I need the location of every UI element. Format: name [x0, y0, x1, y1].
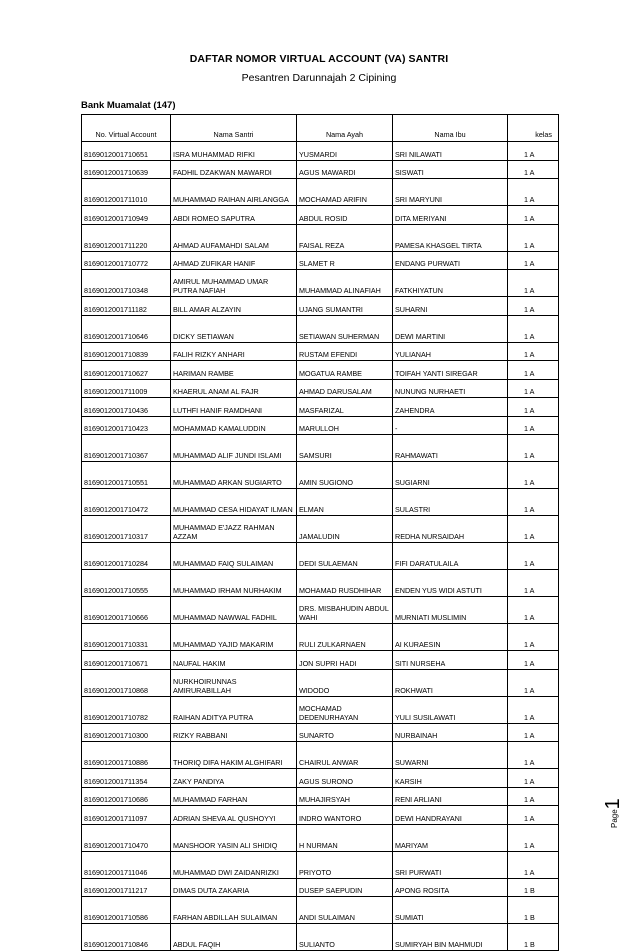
- cell-nama-ayah: SULIANTO: [297, 924, 393, 951]
- cell-va: 8169012001710284: [82, 543, 171, 570]
- cell-nama-santri: AMIRUL MUHAMMAD UMAR PUTRA NAFIAH: [171, 270, 297, 297]
- cell-nama-ibu: SISWATI: [393, 160, 508, 179]
- cell-nama-ibu: SUMIRYAH BIN MAHMUDI: [393, 924, 508, 951]
- header-kelas: kelas: [508, 115, 559, 142]
- cell-kelas: 1 A: [508, 624, 559, 651]
- header-nama-santri: Nama Santri: [171, 115, 297, 142]
- table-row: [82, 878, 559, 897]
- cell-nama-ayah: ANDI SULAIMAN: [297, 897, 393, 924]
- table-row: [82, 516, 559, 543]
- cell-kelas: 1 A: [508, 769, 559, 788]
- cell-nama-ayah: ELMAN: [297, 489, 393, 516]
- cell-nama-ibu: TOIFAH YANTI SIREGAR: [393, 361, 508, 380]
- page-number: 1: [602, 798, 624, 810]
- table-row: [82, 723, 559, 742]
- header-nama-ayah: Nama Ayah: [297, 115, 393, 142]
- cell-nama-ayah: MUHAJIRSYAH: [297, 787, 393, 806]
- cell-nama-ibu: SUHARNI: [393, 297, 508, 316]
- cell-nama-ayah: UJANG SUMANTRI: [297, 297, 393, 316]
- cell-nama-ibu: SRI MARYUNI: [393, 179, 508, 206]
- cell-va: 8169012001711217: [82, 878, 171, 897]
- table-body: [82, 142, 559, 951]
- cell-nama-ibu: -: [393, 416, 508, 435]
- cell-kelas: 1 A: [508, 361, 559, 380]
- table-row: [82, 342, 559, 361]
- cell-kelas: 1 A: [508, 516, 559, 543]
- cell-nama-ibu: SUMIATI: [393, 897, 508, 924]
- cell-nama-ayah: AGUS SURONO: [297, 769, 393, 788]
- table-row: [82, 851, 559, 878]
- cell-kelas: 1 A: [508, 315, 559, 342]
- table-row: [82, 297, 559, 316]
- cell-kelas: 1 A: [508, 851, 559, 878]
- cell-nama-santri: RAIHAN ADITYA PUTRA: [171, 696, 297, 723]
- cell-nama-ayah: ABDUL ROSID: [297, 206, 393, 225]
- cell-nama-ayah: PRIYOTO: [297, 851, 393, 878]
- cell-nama-ibu: SUWARNI: [393, 742, 508, 769]
- cell-nama-ibu: KARSIH: [393, 769, 508, 788]
- cell-va: 8169012001711046: [82, 851, 171, 878]
- cell-va: 8169012001710317: [82, 516, 171, 543]
- table-row: [82, 742, 559, 769]
- cell-nama-santri: MUHAMMAD ALIF JUNDI ISLAMI: [171, 435, 297, 462]
- table-row: [82, 824, 559, 851]
- cell-va: 8169012001710586: [82, 897, 171, 924]
- cell-kelas: 1 A: [508, 489, 559, 516]
- cell-va: 8169012001711097: [82, 806, 171, 825]
- cell-va: 8169012001710666: [82, 597, 171, 624]
- cell-nama-santri: FADHIL DZAKWAN MAWARDI: [171, 160, 297, 179]
- cell-nama-santri: RIZKY RABBANI: [171, 723, 297, 742]
- cell-va: 8169012001710367: [82, 435, 171, 462]
- cell-va: 8169012001710646: [82, 315, 171, 342]
- cell-kelas: 1 A: [508, 824, 559, 851]
- cell-va: 8169012001710551: [82, 462, 171, 489]
- table-row: [82, 416, 559, 435]
- cell-va: 8169012001710348: [82, 270, 171, 297]
- table-row: [82, 270, 559, 297]
- page-number-label: [602, 788, 622, 828]
- cell-va: 8169012001711182: [82, 297, 171, 316]
- table-row: [82, 224, 559, 251]
- cell-kelas: 1 A: [508, 570, 559, 597]
- bank-heading: Bank Muamalat (147): [81, 100, 176, 111]
- header-nama-ibu: Nama Ibu: [393, 115, 508, 142]
- cell-nama-santri: BILL AMAR ALZAYIN: [171, 297, 297, 316]
- cell-nama-ibu: APONG ROSITA: [393, 878, 508, 897]
- cell-va: 8169012001710331: [82, 624, 171, 651]
- cell-nama-santri: MUHAMMAD YAJID MAKARIM: [171, 624, 297, 651]
- cell-kelas: 1 A: [508, 224, 559, 251]
- cell-kelas: 1 A: [508, 651, 559, 670]
- cell-va: 8169012001710555: [82, 570, 171, 597]
- cell-nama-ayah: INDRO WANTORO: [297, 806, 393, 825]
- table-row: [82, 379, 559, 398]
- cell-va: 8169012001710886: [82, 742, 171, 769]
- cell-va: 8169012001710627: [82, 361, 171, 380]
- cell-nama-ibu: SULASTRI: [393, 489, 508, 516]
- cell-kelas: 1 A: [508, 206, 559, 225]
- cell-kelas: 1 A: [508, 398, 559, 417]
- cell-nama-ibu: MURNIATI MUSLIMIN: [393, 597, 508, 624]
- document-title: DAFTAR NOMOR VIRTUAL ACCOUNT (VA) SANTRI: [189, 53, 449, 65]
- cell-kelas: 1 A: [508, 342, 559, 361]
- table-row: [82, 315, 559, 342]
- table-row: [82, 769, 559, 788]
- cell-nama-ayah: RULI ZULKARNAEN: [297, 624, 393, 651]
- table-row: [82, 924, 559, 951]
- cell-va: 8169012001710436: [82, 398, 171, 417]
- cell-nama-santri: ISRA MUHAMMAD RIFKI: [171, 142, 297, 161]
- cell-nama-ibu: AI KURAESIN: [393, 624, 508, 651]
- table-row: [82, 543, 559, 570]
- cell-kelas: 1 A: [508, 543, 559, 570]
- cell-nama-ayah: MUHAMMAD ALINAFIAH: [297, 270, 393, 297]
- cell-nama-santri: THORIQ DIFA HAKIM ALGHIFARI: [171, 742, 297, 769]
- cell-nama-ayah: MOCHAMAD ARIFIN: [297, 179, 393, 206]
- cell-nama-ayah: WIDODO: [297, 669, 393, 696]
- cell-va: 8169012001710868: [82, 669, 171, 696]
- cell-kelas: 1 A: [508, 669, 559, 696]
- cell-nama-santri: MUHAMMAD NAWWAL FADHIL: [171, 597, 297, 624]
- cell-nama-santri: MUHAMMAD IRHAM NURHAKIM: [171, 570, 297, 597]
- table-row: [82, 489, 559, 516]
- cell-va: 8169012001710470: [82, 824, 171, 851]
- cell-va: 8169012001711354: [82, 769, 171, 788]
- table-row: [82, 787, 559, 806]
- cell-nama-ibu: ENDANG PURWATI: [393, 251, 508, 270]
- cell-nama-santri: FARHAN ABDILLAH SULAIMAN: [171, 897, 297, 924]
- cell-nama-santri: MUHAMMAD FAIQ SULAIMAN: [171, 543, 297, 570]
- va-table: [81, 114, 559, 951]
- cell-nama-santri: ZAKY PANDIYA: [171, 769, 297, 788]
- cell-nama-ibu: ENDEN YUS WIDI ASTUTI: [393, 570, 508, 597]
- cell-nama-santri: ADRIAN SHEVA AL QUSHOYYI: [171, 806, 297, 825]
- cell-va: 8169012001710846: [82, 924, 171, 951]
- cell-nama-ayah: FAISAL REZA: [297, 224, 393, 251]
- cell-va: 8169012001710949: [82, 206, 171, 225]
- cell-nama-santri: MUHAMMAD E'JAZZ RAHMAN AZZAM: [171, 516, 297, 543]
- cell-nama-ayah: AMIN SUGIONO: [297, 462, 393, 489]
- cell-nama-santri: DICKY SETIAWAN: [171, 315, 297, 342]
- cell-va: 8169012001710300: [82, 723, 171, 742]
- cell-nama-ibu: ROKHWATI: [393, 669, 508, 696]
- cell-nama-ibu: REDHA NURSAIDAH: [393, 516, 508, 543]
- table-row: [82, 398, 559, 417]
- table-row: [82, 361, 559, 380]
- cell-nama-ayah: MOCHAMAD DEDENURHAYAN: [297, 696, 393, 723]
- cell-kelas: 1 A: [508, 462, 559, 489]
- table-row: [82, 624, 559, 651]
- cell-nama-ibu: FIFI DARATULAILA: [393, 543, 508, 570]
- cell-nama-santri: NURKHOIRUNNAS AMIRURABILLAH: [171, 669, 297, 696]
- cell-va: 8169012001710772: [82, 251, 171, 270]
- cell-nama-santri: MUHAMMAD CESA HIDAYAT ILMAN: [171, 489, 297, 516]
- cell-va: 8169012001711220: [82, 224, 171, 251]
- cell-nama-ayah: JAMALUDIN: [297, 516, 393, 543]
- cell-nama-ayah: H NURMAN: [297, 824, 393, 851]
- cell-kelas: 1 A: [508, 806, 559, 825]
- cell-va: 8169012001710639: [82, 160, 171, 179]
- cell-nama-ibu: SITI NURSEHA: [393, 651, 508, 670]
- cell-va: 8169012001710472: [82, 489, 171, 516]
- cell-nama-santri: DIMAS DUTA ZAKARIA: [171, 878, 297, 897]
- cell-va: 8169012001710839: [82, 342, 171, 361]
- cell-kelas: 1 A: [508, 297, 559, 316]
- cell-nama-ayah: AGUS MAWARDI: [297, 160, 393, 179]
- cell-nama-ibu: SRI PURWATI: [393, 851, 508, 878]
- table-row: [82, 179, 559, 206]
- cell-nama-ibu: NURBAINAH: [393, 723, 508, 742]
- cell-kelas: 1 A: [508, 142, 559, 161]
- cell-kelas: 1 A: [508, 416, 559, 435]
- cell-nama-ibu: RAHMAWATI: [393, 435, 508, 462]
- cell-nama-santri: FALIH RIZKY ANHARI: [171, 342, 297, 361]
- table-row: [82, 206, 559, 225]
- cell-nama-ayah: MOHAMAD RUSDHIHAR: [297, 570, 393, 597]
- cell-nama-ibu: FATKHIYATUN: [393, 270, 508, 297]
- cell-kelas: 1 B: [508, 924, 559, 951]
- cell-va: 8169012001710671: [82, 651, 171, 670]
- document-subtitle: Pesantren Darunnajah 2 Cipining: [241, 72, 397, 84]
- cell-nama-santri: MUHAMMAD ARKAN SUGIARTO: [171, 462, 297, 489]
- cell-nama-ibu: PAMESA KHASGEL TIRTA: [393, 224, 508, 251]
- table-row: [82, 142, 559, 161]
- cell-nama-ibu: RENI ARLIANI: [393, 787, 508, 806]
- cell-nama-ibu: ZAHENDRA: [393, 398, 508, 417]
- cell-nama-ibu: NUNUNG NURHAETI: [393, 379, 508, 398]
- table-row: [82, 462, 559, 489]
- cell-nama-santri: NAUFAL HAKIM: [171, 651, 297, 670]
- cell-nama-ibu: DITA MERIYANI: [393, 206, 508, 225]
- cell-nama-ayah: RUSTAM EFENDI: [297, 342, 393, 361]
- cell-nama-santri: KHAERUL ANAM AL FAJR: [171, 379, 297, 398]
- cell-kelas: 1 A: [508, 270, 559, 297]
- cell-kelas: 1 A: [508, 179, 559, 206]
- table-row: [82, 806, 559, 825]
- cell-kelas: 1 A: [508, 742, 559, 769]
- cell-nama-ayah: YUSMARDI: [297, 142, 393, 161]
- cell-nama-ibu: SUGIARNI: [393, 462, 508, 489]
- cell-kelas: 1 A: [508, 251, 559, 270]
- cell-nama-santri: ABDUL FAQIH: [171, 924, 297, 951]
- cell-nama-santri: AHMAD AUFAMAHDI SALAM: [171, 224, 297, 251]
- cell-nama-ayah: MARULLOH: [297, 416, 393, 435]
- cell-nama-santri: MANSHOOR YASIN ALI SHIDIQ: [171, 824, 297, 851]
- cell-nama-ayah: SUNARTO: [297, 723, 393, 742]
- cell-nama-santri: AHMAD ZUFIKAR HANIF: [171, 251, 297, 270]
- cell-va: 8169012001711009: [82, 379, 171, 398]
- cell-nama-ayah: CHAIRUL ANWAR: [297, 742, 393, 769]
- cell-nama-santri: MOHAMMAD KAMALUDDIN: [171, 416, 297, 435]
- cell-kelas: 1 A: [508, 379, 559, 398]
- page-word: Page: [610, 809, 619, 828]
- cell-va: 8169012001710423: [82, 416, 171, 435]
- cell-nama-ibu: DEWI MARTINI: [393, 315, 508, 342]
- cell-kelas: 1 B: [508, 897, 559, 924]
- cell-nama-santri: MUHAMMAD RAIHAN AIRLANGGA: [171, 179, 297, 206]
- table-row: [82, 669, 559, 696]
- table-row: [82, 160, 559, 179]
- cell-kelas: 1 A: [508, 435, 559, 462]
- cell-kelas: 1 A: [508, 160, 559, 179]
- table-row: [82, 251, 559, 270]
- cell-nama-ibu: SRI NILAWATI: [393, 142, 508, 161]
- cell-nama-ayah: SAMSURI: [297, 435, 393, 462]
- table-row: [82, 696, 559, 723]
- cell-kelas: 1 A: [508, 597, 559, 624]
- cell-nama-ayah: DUSEP SAEPUDIN: [297, 878, 393, 897]
- cell-nama-santri: LUTHFI HANIF RAMDHANI: [171, 398, 297, 417]
- cell-kelas: 1 A: [508, 696, 559, 723]
- cell-nama-ayah: SETIAWAN SUHERMAN: [297, 315, 393, 342]
- cell-nama-santri: MUHAMMAD DWI ZAIDANRIZKI: [171, 851, 297, 878]
- cell-kelas: 1 A: [508, 723, 559, 742]
- cell-nama-ayah: MOGATUA RAMBE: [297, 361, 393, 380]
- table-row: [82, 597, 559, 624]
- cell-nama-santri: HARIMAN RAMBE: [171, 361, 297, 380]
- header-va: No. Virtual Account: [82, 115, 171, 142]
- table-row: [82, 435, 559, 462]
- cell-nama-ibu: YULI SUSILAWATI: [393, 696, 508, 723]
- cell-kelas: 1 A: [508, 787, 559, 806]
- cell-kelas: 1 B: [508, 878, 559, 897]
- cell-va: 8169012001710686: [82, 787, 171, 806]
- table-row: [82, 897, 559, 924]
- table-row: [82, 570, 559, 597]
- cell-nama-ayah: AHMAD DARUSALAM: [297, 379, 393, 398]
- cell-nama-ayah: DRS. MISBAHUDIN ABDUL WAHI: [297, 597, 393, 624]
- cell-nama-ayah: SLAMET R: [297, 251, 393, 270]
- table-row: [82, 651, 559, 670]
- cell-va: 8169012001710651: [82, 142, 171, 161]
- table-header-row: [82, 115, 559, 142]
- cell-nama-ibu: YULIANAH: [393, 342, 508, 361]
- cell-nama-ayah: DEDI SULAEMAN: [297, 543, 393, 570]
- cell-nama-ayah: JON SUPRI HADI: [297, 651, 393, 670]
- cell-nama-santri: ABDI ROMEO SAPUTRA: [171, 206, 297, 225]
- cell-nama-ibu: DEWI HANDRAYANI: [393, 806, 508, 825]
- cell-nama-ibu: MARIYAM: [393, 824, 508, 851]
- cell-nama-santri: MUHAMMAD FARHAN: [171, 787, 297, 806]
- cell-va: 8169012001710782: [82, 696, 171, 723]
- cell-nama-ayah: MASFARIZAL: [297, 398, 393, 417]
- cell-va: 8169012001711010: [82, 179, 171, 206]
